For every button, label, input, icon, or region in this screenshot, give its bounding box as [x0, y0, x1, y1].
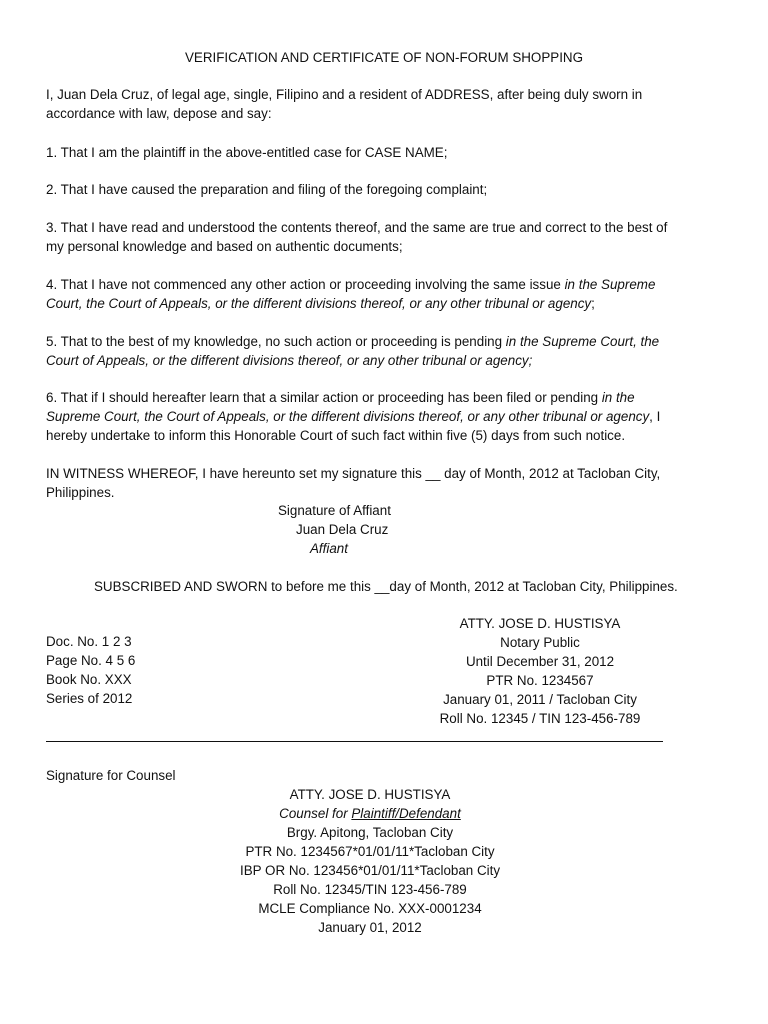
counsel-roll-tin: Roll No. 12345/TIN 123-456-789	[273, 882, 467, 897]
item-italic-text: in the Supreme	[564, 277, 656, 292]
item-3	[46, 218, 722, 256]
item-text: 6. That if I should hereafter learn that a similar action or proceeding has been filed or pending	[46, 390, 602, 405]
counsel-mcle: MCLE Compliance No. XXX-0001234	[258, 901, 482, 916]
item-2	[46, 180, 722, 199]
counsel-ibp: IBP OR No. 123456*01/01/11*Tacloban City	[239, 863, 501, 878]
notary-until: Until December 31, 2012	[465, 654, 615, 669]
separator-line	[46, 741, 663, 742]
item-6	[46, 388, 722, 445]
item-text: hereby undertake to inform this Honorable Court of such fact within five (5) days from such notice.	[46, 428, 626, 443]
notary-block	[420, 614, 660, 728]
notary-title: Notary Public	[500, 635, 580, 650]
notary-roll-tin: Roll No. 12345 / TIN 123-456-789	[439, 711, 641, 726]
item-italic-text: Supreme Court, the Court of Appeals, or the different divisions thereof, or any other tribunal or agency	[46, 409, 650, 424]
intro-line: accordance with law, depose and say:	[46, 106, 272, 121]
subscribed-statement: SUBSCRIBED AND SWORN to before me this __day of Month, 2012 at Tacloban City, Philippines.	[94, 579, 678, 594]
item-italic-text: Court of Appeals, or the different divisions thereof, or any other tribunal or agency;	[46, 353, 533, 368]
item-italic-text: in the	[601, 390, 635, 405]
intro-line: I, Juan Dela Cruz, of legal age, single, Filipino and a resident of ADDRESS, after being duly sworn in	[46, 87, 643, 102]
notary-series: Series of 2012	[46, 691, 133, 706]
document-title: VERIFICATION AND CERTIFICATE OF NON-FORUM SHOPPING	[184, 50, 584, 65]
item-text: 5. That to the best of my knowledge, no such action or proceeding is pending	[46, 334, 506, 349]
notary-name: ATTY. JOSE D. HUSTISYA	[459, 616, 621, 631]
witness-line: IN WITNESS WHEREOF, I have hereunto set my signature this __ day of Month, 2012 at Tacloban City,	[46, 466, 661, 481]
notary-record	[46, 632, 135, 708]
affiant-signature-label: Signature of Affiant	[278, 503, 391, 518]
counsel-party: Plaintiff/Defendant	[351, 806, 461, 821]
counsel-address: Brgy. Apitong, Tacloban City	[286, 825, 454, 840]
notary-doc-no: Doc. No. 1 2 3	[46, 634, 132, 649]
counsel-name: ATTY. JOSE D. HUSTISYA	[289, 787, 451, 802]
counsel-date: January 01, 2012	[318, 920, 422, 935]
notary-ptr: PTR No. 1234567	[486, 673, 594, 688]
item-4	[46, 275, 722, 313]
item-text: , I	[649, 409, 661, 424]
item-italic-text: in the Supreme Court, the	[505, 334, 660, 349]
item-text: ;	[591, 296, 595, 311]
item-text: 2. That I have caused the preparation and filing of the foregoing complaint;	[46, 182, 488, 197]
intro-paragraph	[46, 85, 722, 123]
counsel-block	[200, 785, 540, 937]
item-text: 4. That I have not commenced any other action or proceeding involving the same issue	[46, 277, 565, 292]
item-text: my personal knowledge and based on authentic documents;	[46, 239, 403, 254]
item-1	[46, 143, 722, 162]
item-text: 3. That I have read and understood the contents thereof, and the same are true and correct to the best of	[46, 220, 668, 235]
affiant-name: Juan Dela Cruz	[296, 522, 389, 537]
item-text: 1. That I am the plaintiff in the above-entitled case for CASE NAME;	[46, 145, 448, 160]
counsel-for-label: Counsel for	[279, 806, 352, 821]
counsel-ptr: PTR No. 1234567*01/01/11*Tacloban City	[245, 844, 495, 859]
notary-page-no: Page No. 4 5 6	[46, 653, 136, 668]
item-5	[46, 332, 722, 370]
notary-date-place: January 01, 2011 / Tacloban City	[443, 692, 637, 707]
affiant-role: Affiant	[310, 541, 348, 556]
witness-line: Philippines.	[46, 485, 115, 500]
item-italic-text: Court, the Court of Appeals, or the different divisions thereof, or any other tribunal or agency	[46, 296, 592, 311]
counsel-heading: Signature for Counsel	[46, 768, 176, 783]
witness-paragraph	[46, 464, 722, 502]
notary-book-no: Book No. XXX	[46, 672, 132, 687]
